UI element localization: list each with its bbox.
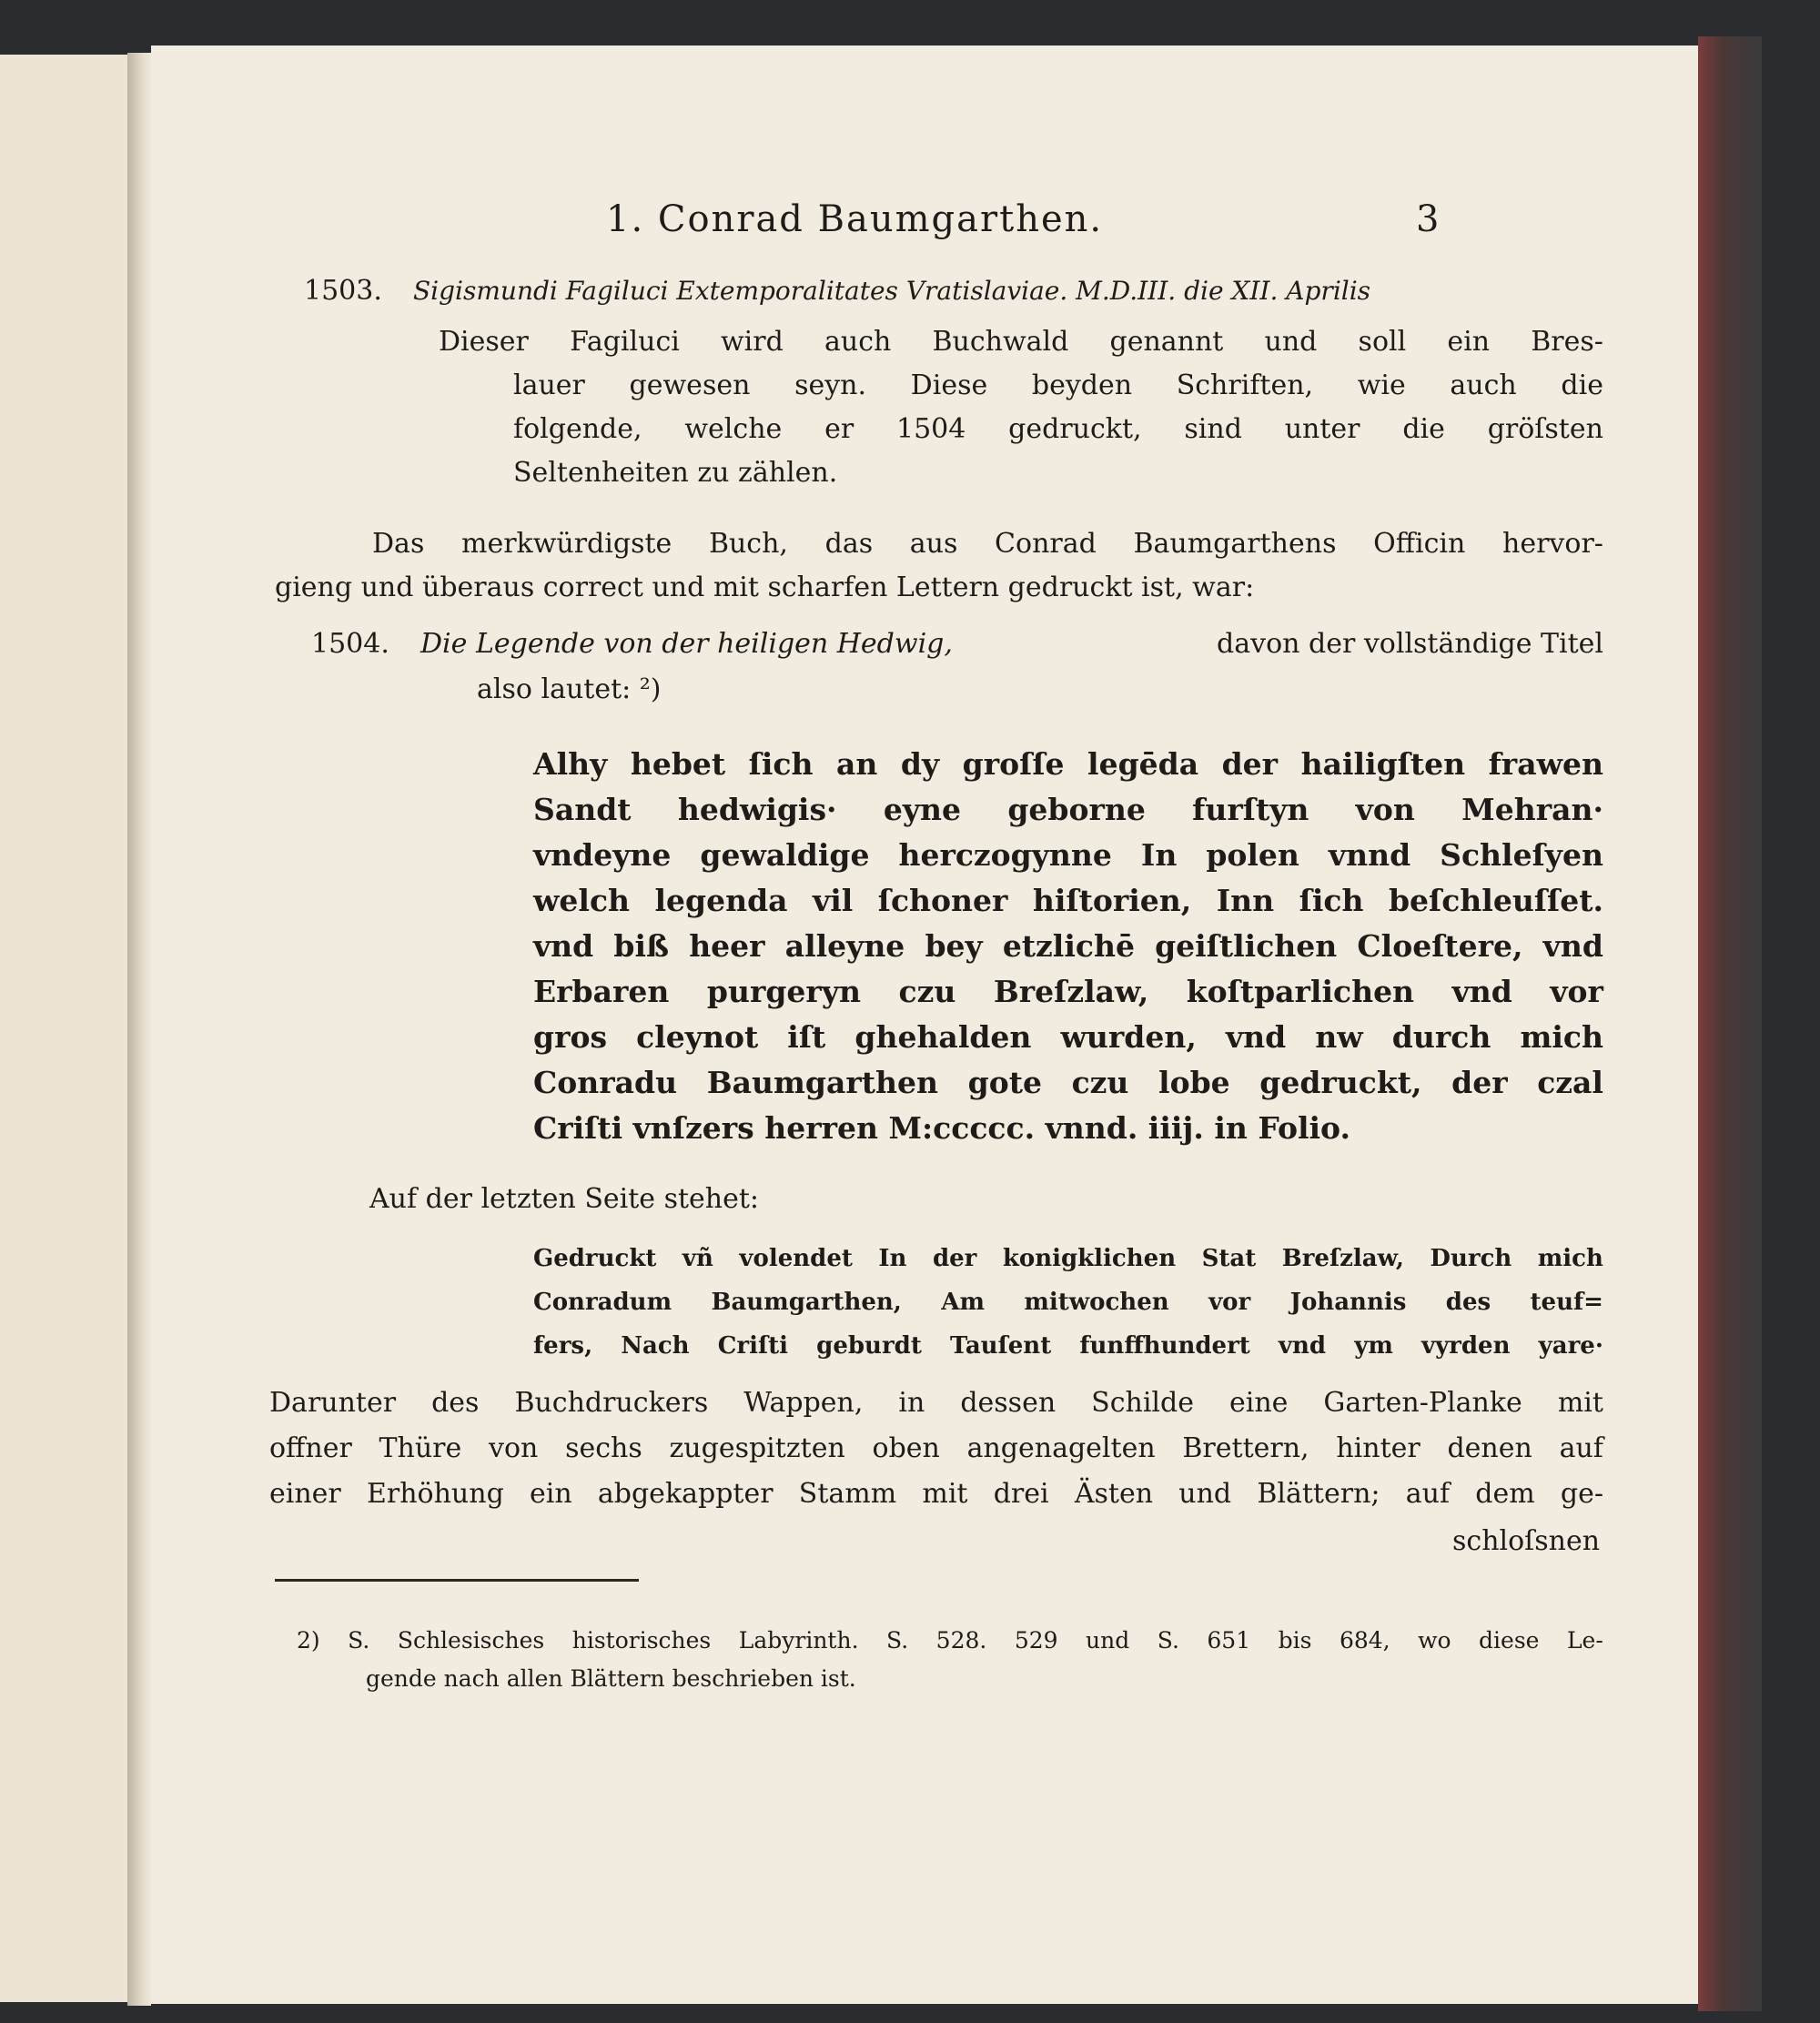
word: In <box>1140 837 1178 873</box>
fraktur-line <box>533 1065 1603 1100</box>
word: gedruckt, <box>1008 413 1142 445</box>
word: durch <box>1391 1019 1491 1055</box>
word: hiſtorien, <box>1032 883 1192 918</box>
book-gutter <box>127 53 151 2006</box>
word: Garten-Planke <box>1323 1387 1522 1419</box>
word: welch <box>533 883 631 918</box>
word: Wappen, <box>743 1387 864 1419</box>
word: zugespitzten <box>669 1432 845 1464</box>
word: und <box>1086 1627 1130 1654</box>
word: ym <box>1354 1332 1393 1360</box>
colophon-line <box>533 1289 1603 1316</box>
word: Das <box>372 528 425 560</box>
word: Nach <box>621 1332 690 1360</box>
word: und <box>1178 1478 1232 1510</box>
word: hailigſten <box>1300 746 1466 782</box>
word: vor <box>1208 1289 1251 1316</box>
word: Breſzlaw, <box>993 974 1149 1009</box>
word: purgeryn <box>706 974 861 1009</box>
word: ſchoner <box>877 883 1008 918</box>
word: lobe <box>1158 1065 1230 1100</box>
word: auch <box>824 326 892 358</box>
fraktur-line <box>533 928 1603 964</box>
word: vnnd <box>1328 837 1411 873</box>
word: konigklichen <box>1002 1245 1177 1272</box>
word: wie <box>1357 369 1406 401</box>
word: auch <box>1450 369 1517 401</box>
word: Mehran· <box>1461 792 1603 827</box>
word: mitwochen <box>1024 1289 1169 1316</box>
book-cover-edge <box>1698 36 1762 2011</box>
word: mit <box>1557 1387 1603 1419</box>
word: 528. <box>935 1627 987 1654</box>
word: alleyne <box>784 928 905 964</box>
word: Conradum <box>533 1289 672 1316</box>
word: Cloeſtere, <box>1357 928 1523 964</box>
entry-title: Sigismundi Fagiluci Extemporalitates Vratislaviae. M.D.III. die XII. Aprilis <box>413 276 1371 306</box>
word: der <box>1221 746 1279 782</box>
word: iſt <box>787 1019 826 1055</box>
word: Gedruckt <box>533 1245 657 1272</box>
fraktur-line <box>533 792 1603 827</box>
word: legēda <box>1087 746 1199 782</box>
word: Conrad <box>995 528 1097 560</box>
paragraph-line: gieng und überaus correct und mit scharfen Lettern gedruckt ist, war: <box>275 571 1255 603</box>
word: sind <box>1184 413 1242 445</box>
word: funffhundert <box>1079 1332 1250 1360</box>
fraktur-line <box>533 883 1603 918</box>
entry-year: 1503. <box>304 275 382 307</box>
word: wurden, <box>1060 1019 1197 1055</box>
word: Bres- <box>1531 326 1603 358</box>
word: oben <box>872 1432 940 1464</box>
word: Thüre <box>379 1432 462 1464</box>
word: historisches <box>571 1627 712 1654</box>
word: des <box>431 1387 480 1419</box>
word: Brettern, <box>1182 1432 1309 1464</box>
word: diese <box>1479 1627 1540 1654</box>
entry-year: 1504. <box>311 628 389 660</box>
word: hedwigis· <box>677 792 837 827</box>
chapter-title: 1. Conrad Baumgarthen. <box>606 198 1104 240</box>
entry-title-line2: also lautet: ²) <box>477 673 662 705</box>
word: In <box>878 1245 907 1272</box>
word: S. <box>348 1627 370 1654</box>
word: biß <box>613 928 670 964</box>
word: angenagelten <box>966 1432 1156 1464</box>
word: dy <box>900 746 940 782</box>
word: furſtyn <box>1192 792 1309 827</box>
word: von <box>489 1432 539 1464</box>
word: bis <box>1278 1627 1312 1654</box>
word: Labyrinth. <box>738 1627 859 1654</box>
word: Baumgarthen <box>706 1065 938 1100</box>
word: und <box>1264 326 1318 358</box>
word: mich <box>1520 1019 1603 1055</box>
word: yare· <box>1538 1332 1603 1360</box>
word: hinter <box>1336 1432 1421 1464</box>
word: vnd <box>1542 928 1603 964</box>
word: offner <box>269 1432 352 1464</box>
paragraph-line <box>269 1478 1603 1510</box>
word: vor <box>1550 974 1603 1009</box>
word: groſſe <box>962 746 1065 782</box>
word: hervor- <box>1502 528 1603 560</box>
word: mich <box>1537 1245 1603 1272</box>
word: 684, <box>1339 1627 1390 1654</box>
word: Buchwald <box>932 326 1069 358</box>
word: Blättern; <box>1257 1478 1380 1510</box>
word: Dieser <box>439 326 529 358</box>
word: des <box>1445 1289 1491 1316</box>
word: cleynot <box>636 1019 759 1055</box>
word: bey <box>925 928 983 964</box>
word: ſich <box>748 746 814 782</box>
word: hebet <box>630 746 726 782</box>
word: die <box>1402 413 1445 445</box>
word: Baumgarthen, <box>711 1289 902 1316</box>
last-page-label: Auf der letzten Seite stehet: <box>369 1183 760 1215</box>
paragraph-line <box>372 528 1603 560</box>
word: czal <box>1537 1065 1603 1100</box>
word: geburdt <box>816 1332 922 1360</box>
word: frawen <box>1488 746 1603 782</box>
word: Alhy <box>533 746 608 782</box>
word: gewaldige <box>700 837 870 873</box>
word: geborne <box>1007 792 1146 827</box>
colophon-line <box>533 1332 1603 1360</box>
word: unter <box>1284 413 1360 445</box>
word: heer <box>689 928 765 964</box>
word: eine <box>1228 1387 1289 1419</box>
word: merkwürdigste <box>461 528 672 560</box>
word: auf <box>1559 1432 1603 1464</box>
word: Johannis <box>1289 1289 1407 1316</box>
word: Am <box>941 1289 985 1316</box>
word: Inn <box>1216 883 1275 918</box>
entry-1503-title <box>304 275 1605 307</box>
word: Stat <box>1201 1245 1257 1272</box>
word: czu <box>1071 1065 1129 1100</box>
word: sechs <box>565 1432 642 1464</box>
word: wo <box>1418 1627 1451 1654</box>
running-header <box>151 198 1698 253</box>
word: gedruckt, <box>1259 1065 1422 1100</box>
word: dem <box>1475 1478 1535 1510</box>
word: in <box>898 1387 925 1419</box>
word: vnd <box>533 928 594 964</box>
word: herczogynne <box>898 837 1112 873</box>
word: polen <box>1206 837 1299 873</box>
word: S. <box>886 1627 909 1654</box>
word: welche <box>684 413 783 445</box>
word: teuf= <box>1530 1289 1603 1316</box>
word: auf <box>1405 1478 1451 1510</box>
word: 2) <box>297 1627 320 1654</box>
word: gröſsten <box>1487 413 1603 445</box>
word: vyrden <box>1421 1332 1511 1360</box>
entry-1504-title <box>311 628 1603 660</box>
word: gewesen <box>629 369 751 401</box>
word: mit <box>922 1478 968 1510</box>
page-number: 3 <box>1416 198 1440 240</box>
word: abgekappter <box>597 1478 774 1510</box>
word: Sandt <box>533 792 632 827</box>
word: vil <box>813 883 854 918</box>
colophon-line <box>533 1245 1603 1272</box>
word: Durch <box>1430 1245 1512 1272</box>
word: soll <box>1358 326 1407 358</box>
word: dessen <box>960 1387 1057 1419</box>
word: Ästen <box>1074 1478 1154 1510</box>
fraktur-line <box>533 837 1603 873</box>
word: er <box>824 413 854 445</box>
catchword: schloſsnen <box>1452 1525 1601 1557</box>
word: 1504 <box>896 413 966 445</box>
word: Diese <box>910 369 988 401</box>
word: Erbaren <box>533 974 670 1009</box>
word: aus <box>909 528 958 560</box>
paragraph-line <box>269 1387 1603 1419</box>
entry-title-rest: davon der vollständige Titel <box>1217 628 1603 660</box>
word: Erhöhung <box>366 1478 504 1510</box>
word: vñ <box>682 1245 713 1272</box>
word: 529 <box>1014 1627 1058 1654</box>
word: drei <box>993 1478 1049 1510</box>
word: gros <box>533 1019 608 1055</box>
word: Darunter <box>269 1387 397 1419</box>
word: Baumgarthens <box>1133 528 1337 560</box>
word: Fagiluci <box>570 326 680 358</box>
word: lauer <box>513 369 585 401</box>
word: vnd <box>1451 974 1512 1009</box>
word: czu <box>898 974 956 1009</box>
word: ge- <box>1560 1478 1603 1510</box>
fraktur-line <box>533 1019 1603 1055</box>
word: eyne <box>883 792 962 827</box>
word: Buchdruckers <box>514 1387 709 1419</box>
word: Officin <box>1373 528 1466 560</box>
fraktur-line <box>533 974 1603 1009</box>
word: nw <box>1315 1019 1363 1055</box>
word: der <box>932 1245 977 1272</box>
word: beſchleuſſet. <box>1388 883 1603 918</box>
word: Buch, <box>708 528 788 560</box>
book-page <box>151 46 1698 2004</box>
word: legenda <box>654 883 788 918</box>
word: Tauſent <box>949 1332 1052 1360</box>
word: ein <box>530 1478 572 1510</box>
word: genannt <box>1109 326 1224 358</box>
word: koſtparlichen <box>1186 974 1415 1009</box>
word: fers, <box>533 1332 593 1360</box>
entry-note-line <box>439 326 1603 358</box>
word: geiſtlichen <box>1155 928 1338 964</box>
footnote-rule <box>275 1579 639 1582</box>
word: vnd <box>1278 1332 1327 1360</box>
entry-note-line <box>513 369 1603 401</box>
word: wird <box>721 326 784 358</box>
word: die <box>1561 369 1603 401</box>
word: ghehalden <box>854 1019 1032 1055</box>
word: vnd <box>1225 1019 1287 1055</box>
word: Schilde <box>1091 1387 1194 1419</box>
entry-title-italic: Die Legende von der heiligen Hedwig, <box>420 628 953 660</box>
footnote-line: gende nach allen Blättern beschrieben ist. <box>366 1665 856 1692</box>
word: Schriften, <box>1176 369 1314 401</box>
word: Schleſyen <box>1440 837 1603 873</box>
word: seyn. <box>794 369 867 401</box>
fraktur-line <box>533 746 1603 782</box>
word: ein <box>1447 326 1491 358</box>
entry-note-line: Seltenheiten zu zählen. <box>513 457 838 489</box>
footnote-line <box>297 1627 1603 1654</box>
word: einer <box>269 1478 341 1510</box>
word: der <box>1451 1065 1508 1100</box>
left-page-edge <box>0 55 129 2002</box>
word: Stamm <box>798 1478 897 1510</box>
word: Breſzlaw, <box>1281 1245 1404 1272</box>
word: Conradu <box>533 1065 678 1100</box>
word: beyden <box>1031 369 1133 401</box>
word: gote <box>967 1065 1042 1100</box>
word: vndeyne <box>533 837 672 873</box>
word: Criſti <box>717 1332 789 1360</box>
word: etzlichē <box>1002 928 1135 964</box>
word: Schlesisches <box>397 1627 545 1654</box>
entry-note-line <box>513 413 1603 445</box>
word: 651 <box>1207 1627 1251 1654</box>
word: folgende, <box>513 413 642 445</box>
word: von <box>1355 792 1415 827</box>
paragraph-line <box>269 1432 1603 1464</box>
word: an <box>836 746 878 782</box>
word: das <box>824 528 874 560</box>
word: Le- <box>1566 1627 1603 1654</box>
word: S. <box>1157 1627 1179 1654</box>
fraktur-line: Criſti vnſzers herren M:ccccc. vnnd. iiij. in Folio. <box>533 1110 1350 1146</box>
word: ſich <box>1299 883 1364 918</box>
word: denen <box>1447 1432 1532 1464</box>
word: volendet <box>739 1245 853 1272</box>
